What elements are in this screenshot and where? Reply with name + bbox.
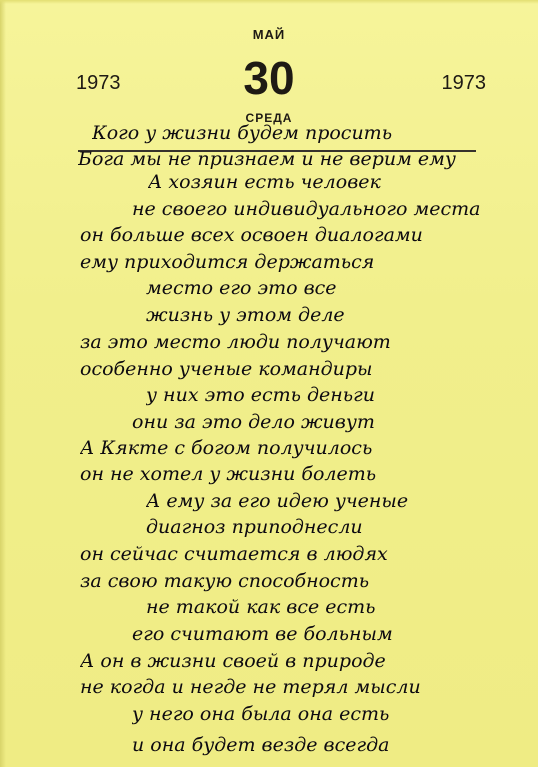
handwritten-line: его считают ве больным [132, 623, 393, 645]
handwritten-line: жизнь у этом деле [146, 304, 345, 326]
handwritten-line: не своего индивидуального места [132, 198, 481, 220]
handwritten-line: не такой как все есть [146, 596, 376, 618]
handwritten-line: А он в жизни своей в природе [80, 650, 386, 672]
handwritten-line: у него она была она есть [132, 703, 390, 725]
year-left: 1973 [76, 72, 121, 94]
month-label: МАЙ [252, 27, 286, 42]
weekday-label: СРЕДА [245, 111, 293, 125]
handwritten-line: Кого у жизни будем просить [92, 122, 393, 144]
handwritten-line: за это место люди получают [80, 331, 391, 353]
handwritten-line: не когда и негде не терял мысли [80, 676, 421, 698]
handwritten-line: место его это все [146, 277, 337, 299]
handwritten-line: они за это дело живут [132, 411, 375, 433]
handwritten-line: ему приходится держаться [80, 251, 375, 273]
handwritten-line: А хозяин есть человек [148, 171, 381, 193]
handwritten-line: А ему за его идею ученые [146, 490, 409, 512]
handwritten-line: Бога мы не признаем и не верим ему [78, 148, 456, 170]
handwritten-line: диагноз приподнесли [146, 516, 363, 538]
handwritten-line: он больше всех освоен диалогами [80, 224, 423, 246]
year-right: 1973 [441, 72, 486, 94]
handwritten-line: А Кякте с богом получилось [80, 437, 373, 459]
day-number: 30 [243, 52, 295, 104]
handwritten-line: за свою такую способность [80, 570, 370, 592]
page-top-shadow [0, 0, 538, 4]
handwritten-line: и она будет везде всегда [132, 734, 390, 756]
handwritten-line: он сейчас считается в людях [80, 543, 388, 565]
handwritten-line: особенно ученые командиры [80, 358, 373, 380]
handwritten-line: у них это есть деньги [146, 384, 375, 406]
handwritten-line: он не хотел у жизни болеть [80, 463, 377, 485]
